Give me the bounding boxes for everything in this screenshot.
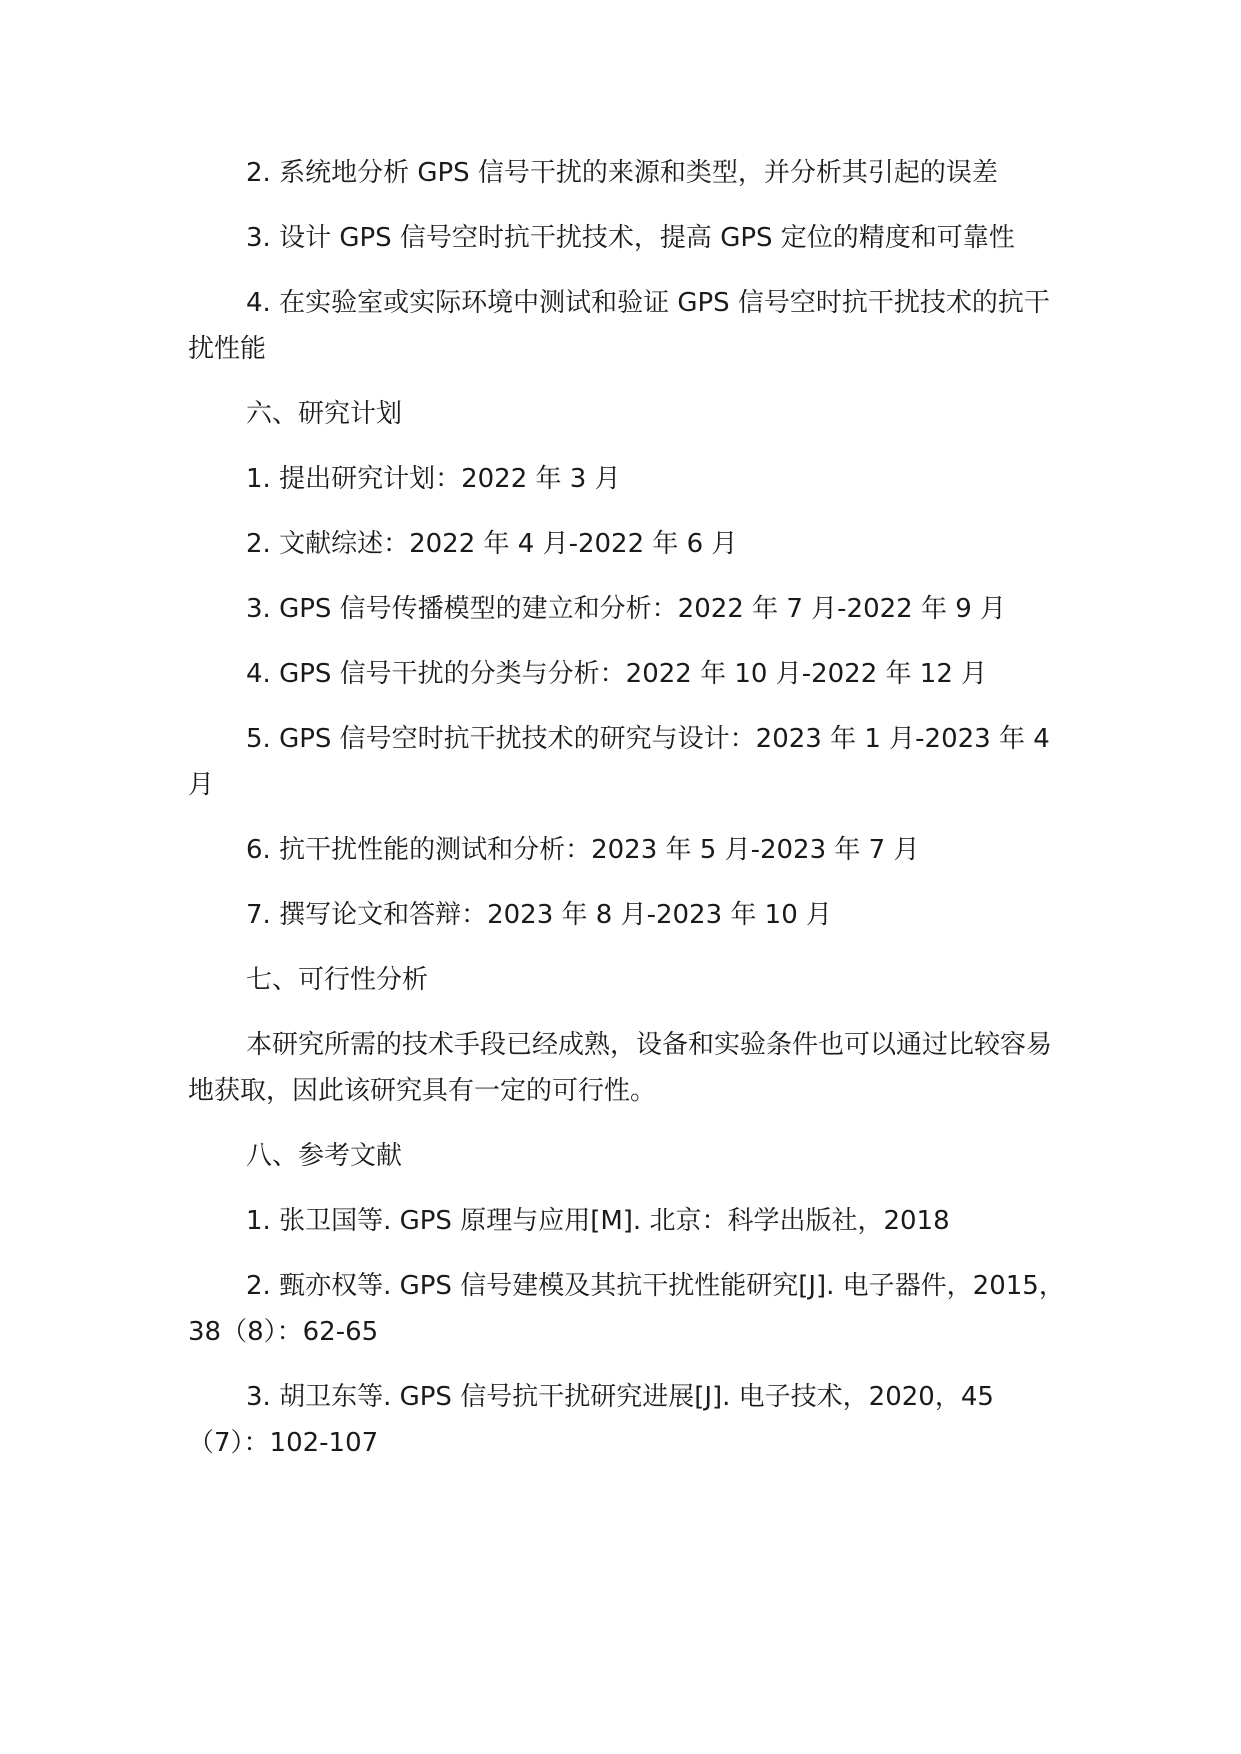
section-heading-references: 八、参考文献 (246, 1141, 403, 1171)
plan-item-3: 3. GPS 信号传播模型的建立和分析：2022 年 7 月-2022 年 9 月 (246, 594, 1007, 624)
reference-item-3: 3. 胡卫东等. GPS 信号抗干扰研究进展[J]. 电子技术，2020，45（7）：102-107 (188, 1382, 994, 1458)
plan-item-7: 7. 撰写论文和答辩：2023 年 8 月-2023 年 10 月 (246, 900, 833, 930)
reference-item-2: 2. 甄亦权等. GPS 信号建模及其抗干扰性能研究[J]. 电子器件，2015，38（8）：62-65 (188, 1271, 1065, 1347)
plan-item-4: 4. GPS 信号干扰的分类与分析：2022 年 10 月-2022 年 12 月 (246, 659, 988, 689)
reference-item-1: 1. 张卫国等. GPS 原理与应用[M]. 北京：科学出版社，2018 (246, 1206, 950, 1236)
section-heading-feasibility: 七、可行性分析 (246, 965, 429, 995)
plan-item-5: 5. GPS 信号空时抗干扰技术的研究与设计：2023 年 1 月-2023 年 4 月 (188, 724, 1050, 800)
section-heading-research-plan: 六、研究计划 (246, 399, 403, 429)
plan-item-1: 1. 提出研究计划：2022 年 3 月 (246, 464, 621, 494)
plan-item-6: 6. 抗干扰性能的测试和分析：2023 年 5 月-2023 年 7 月 (246, 835, 920, 865)
document-body (188, 150, 1068, 1485)
feasibility-paragraph: 本研究所需的技术手段已经成熟，设备和实验条件也可以通过比较容易地获取，因此该研究具有一定的可行性。 (188, 1030, 1053, 1106)
plan-item-2: 2. 文献综述：2022 年 4 月-2022 年 6 月 (246, 529, 738, 559)
objective-item-3: 3. 设计 GPS 信号空时抗干扰技术，提高 GPS 定位的精度和可靠性 (246, 223, 1015, 253)
objective-item-4: 4. 在实验室或实际环境中测试和验证 GPS 信号空时抗干扰技术的抗干扰性能 (188, 288, 1050, 364)
objective-item-2: 2. 系统地分析 GPS 信号干扰的来源和类型，并分析其引起的误差 (246, 158, 998, 188)
